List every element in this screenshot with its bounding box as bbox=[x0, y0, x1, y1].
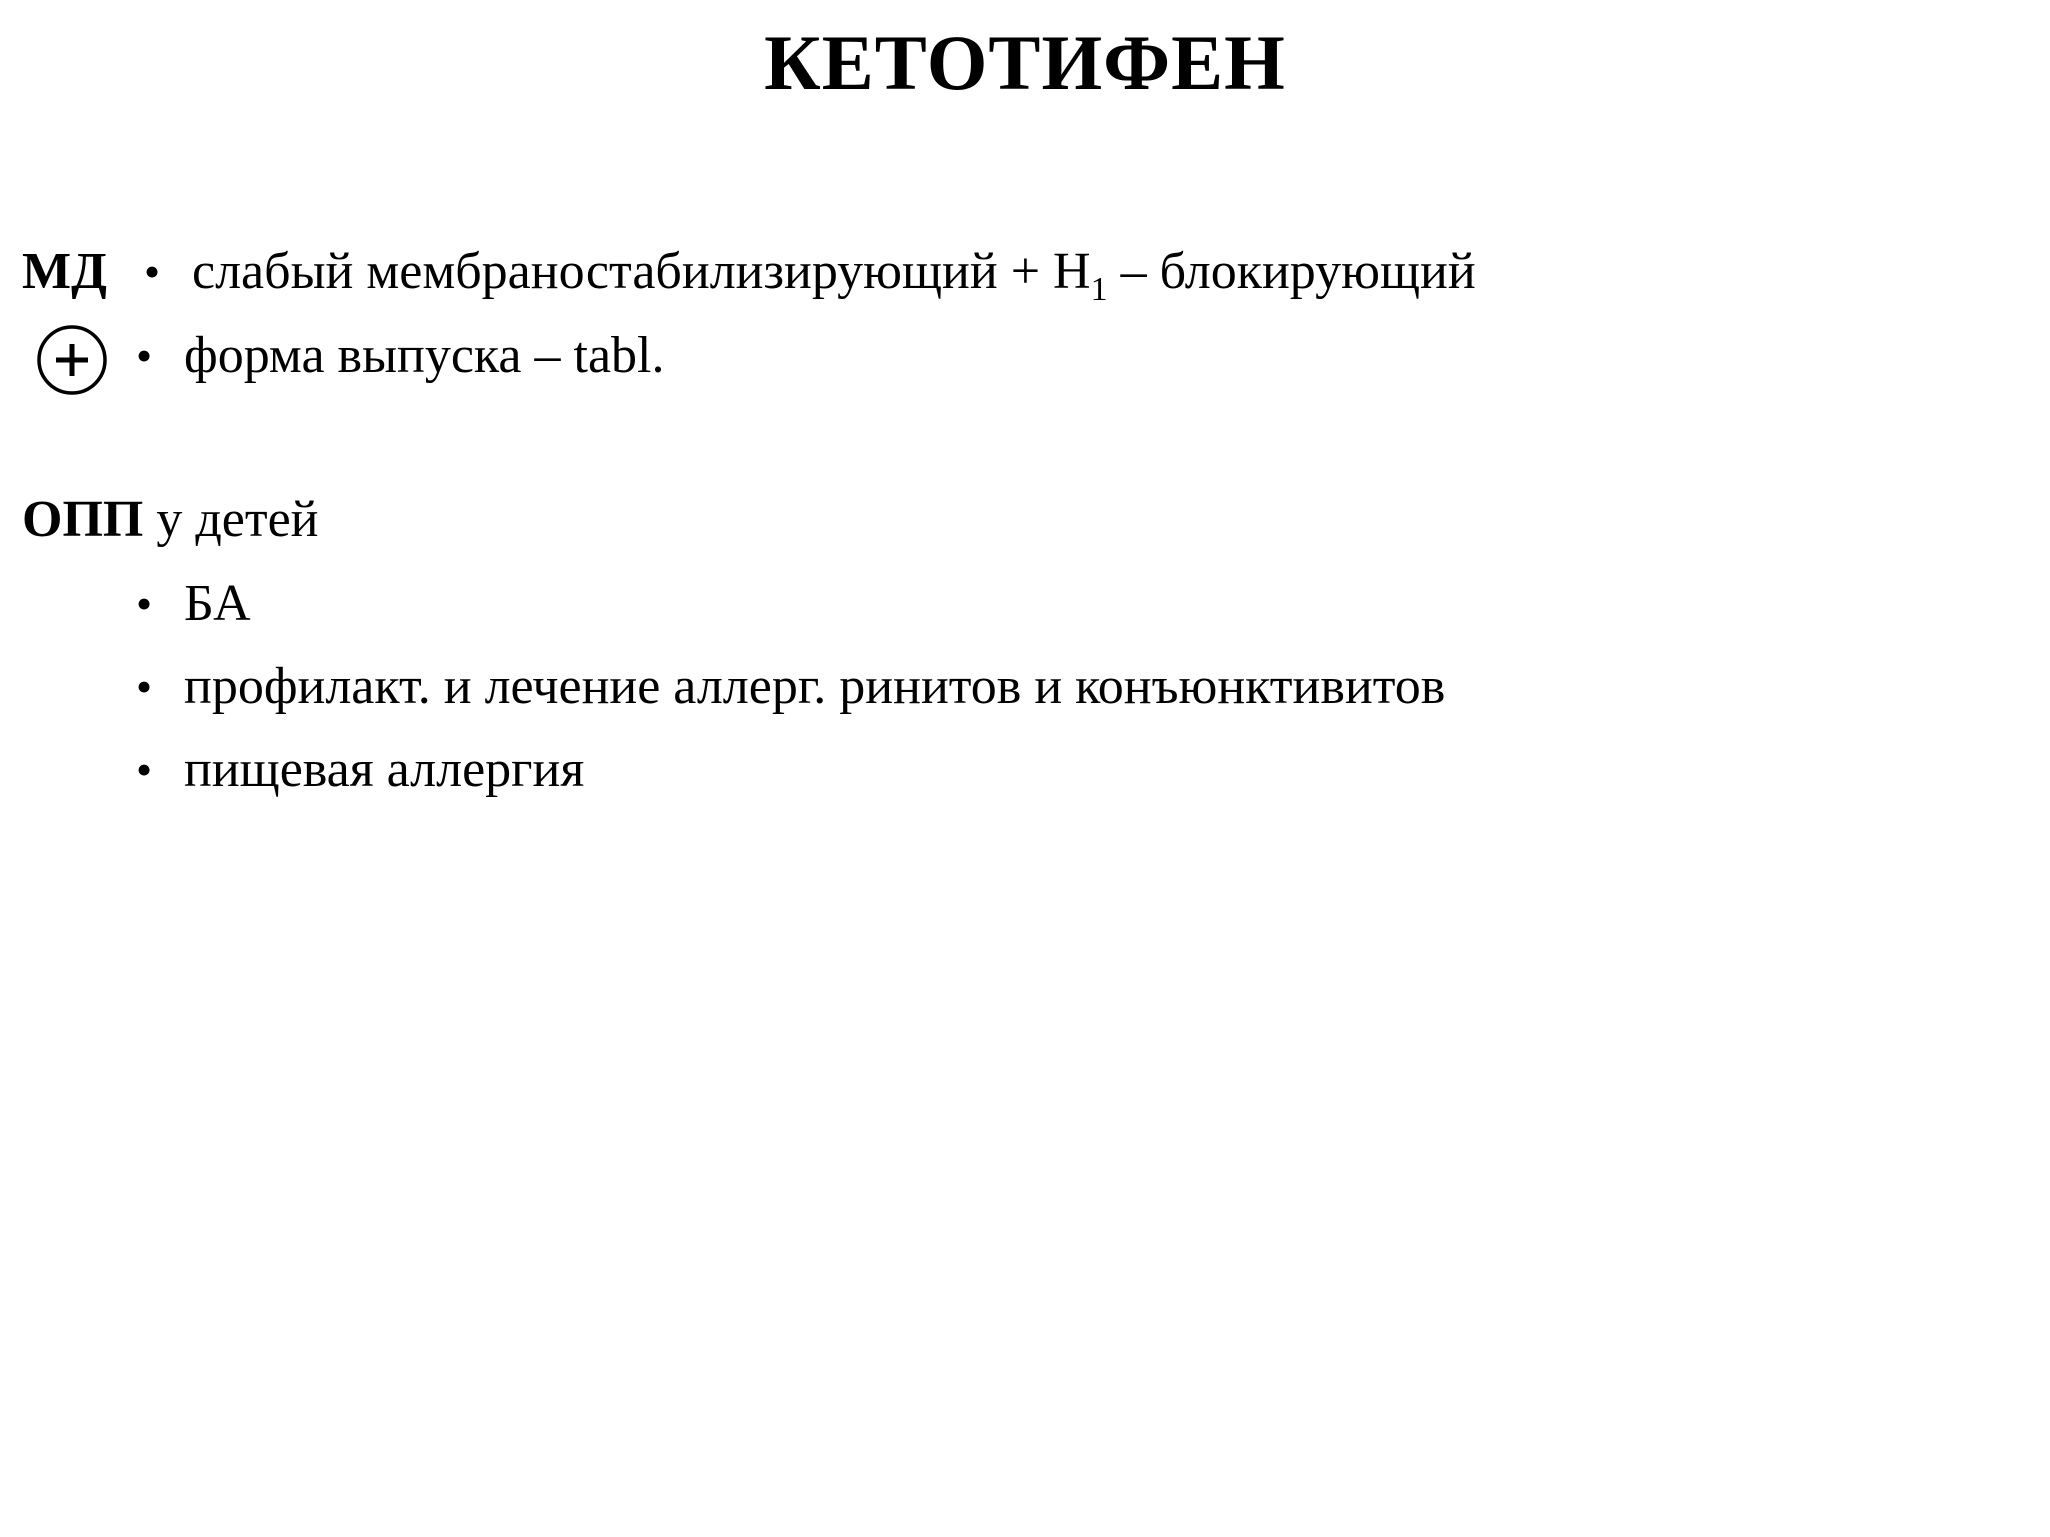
opp-item-3: пищевая аллергия bbox=[184, 741, 585, 798]
opp-label-suffix: у детей bbox=[143, 491, 319, 548]
md-item-1-text-before: слабый мембраностабилизирующий + H bbox=[192, 243, 1091, 300]
opp-bullet-2: • bbox=[136, 661, 153, 712]
opp-bullet-3: • bbox=[136, 744, 153, 795]
md-bullet-2: • bbox=[136, 330, 153, 381]
md-label: МД bbox=[22, 243, 107, 300]
md-item-1-text-after: – блокирующий bbox=[1107, 243, 1476, 300]
plus-circle-icon bbox=[34, 322, 110, 398]
md-item-2: форма выпуска – tabl. bbox=[184, 327, 665, 384]
opp-heading bbox=[22, 490, 319, 550]
opp-bullet-1: • bbox=[136, 578, 153, 629]
opp-item-2: профилакт. и лечение аллерг. ринитов и конъюнктивитов bbox=[184, 658, 1446, 715]
page-title: КЕТОТИФЕН bbox=[764, 19, 1286, 106]
md-item-1-subscript: 1 bbox=[1090, 271, 1108, 308]
md-bullet-1: • bbox=[144, 246, 161, 297]
opp-label: ОПП bbox=[22, 491, 144, 548]
md-item-1 bbox=[192, 242, 1476, 308]
opp-item-1: БА bbox=[184, 575, 251, 632]
